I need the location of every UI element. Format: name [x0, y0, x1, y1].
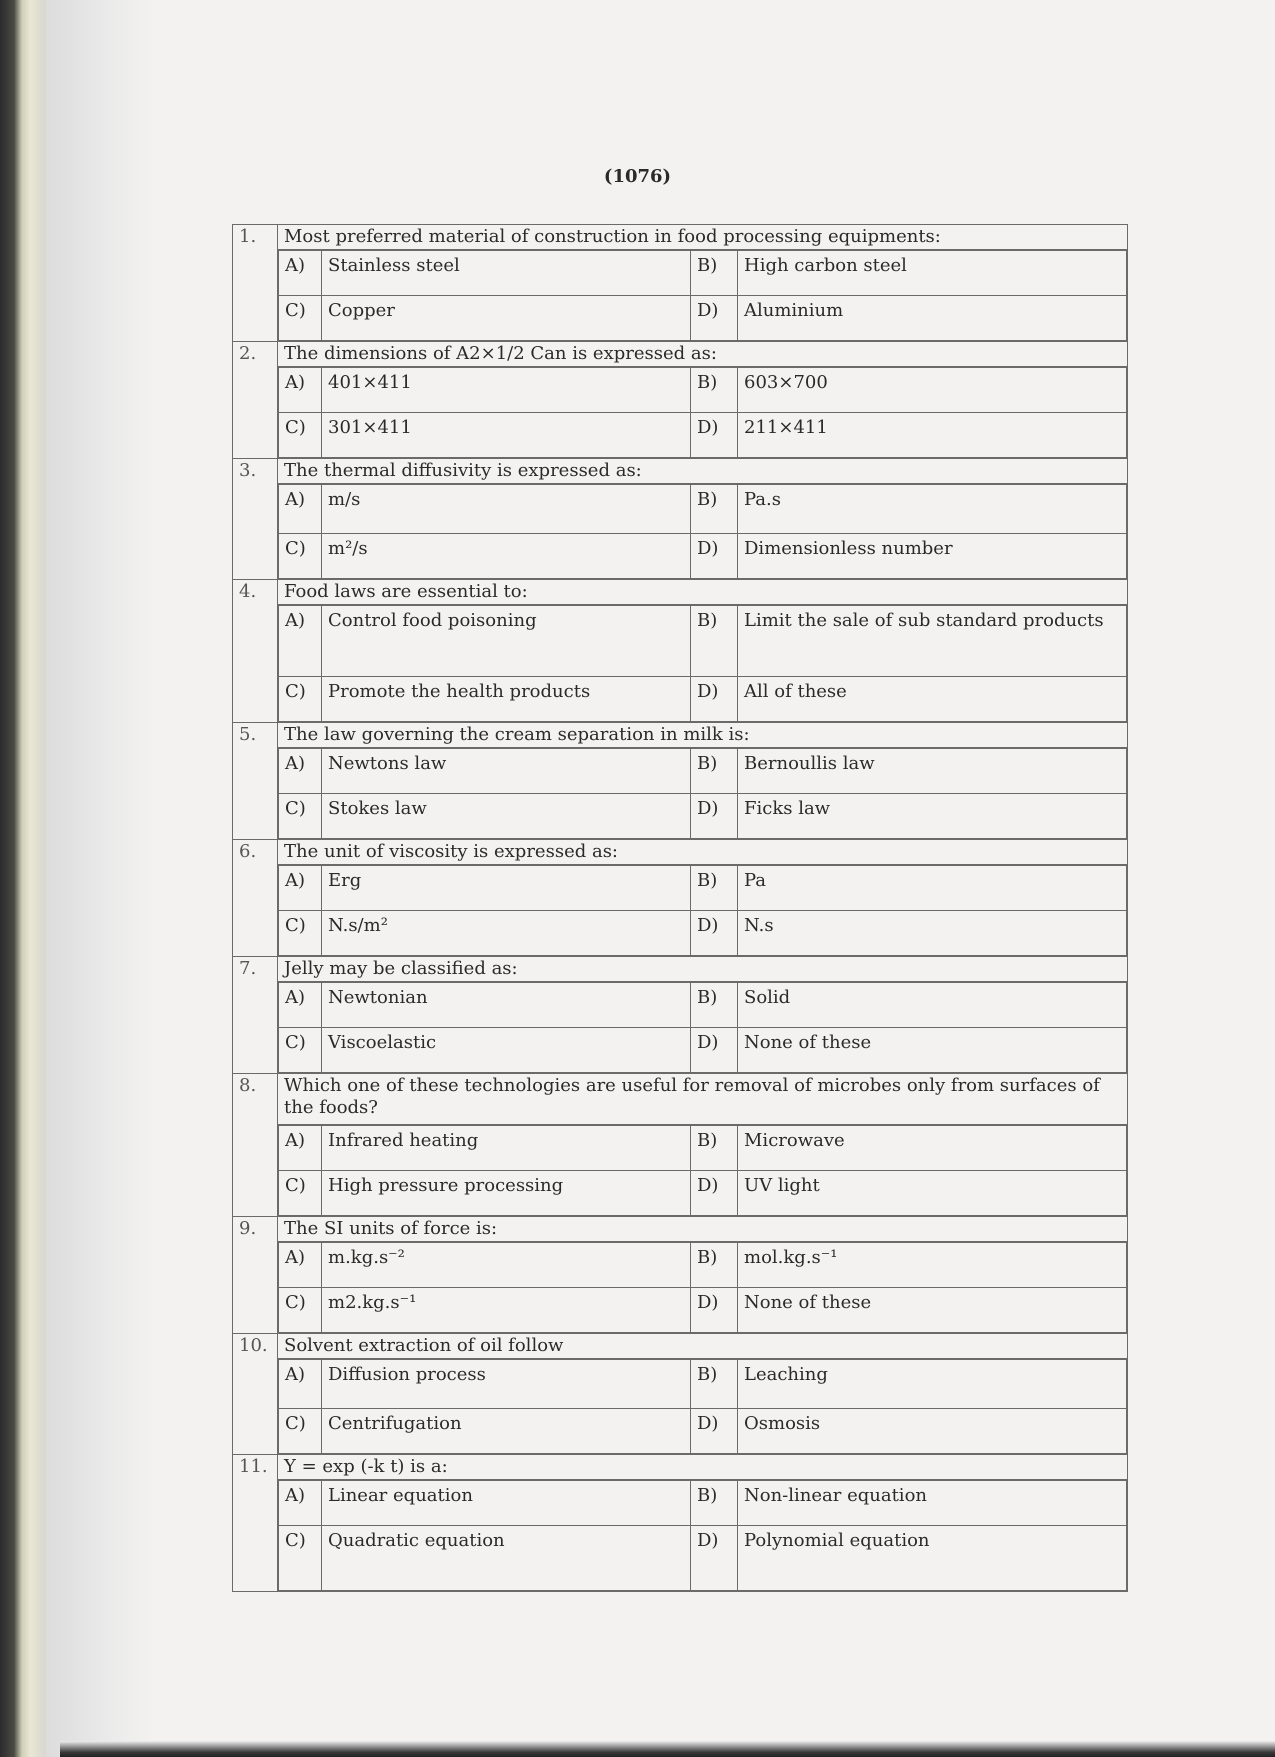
option-letter-b: B)	[691, 749, 738, 794]
option-letter-b: B)	[691, 251, 738, 296]
option-d-text: None of these	[738, 1028, 1127, 1073]
options-row	[233, 982, 1128, 1074]
option-letter-a: A)	[279, 983, 322, 1028]
question-row	[233, 342, 1128, 367]
question-row	[233, 723, 1128, 748]
question-number: 6.	[233, 840, 278, 957]
option-c-text: Quadratic equation	[322, 1526, 691, 1591]
question-text: Food laws are essential to:	[278, 580, 1128, 605]
option-letter-c: C)	[279, 677, 322, 722]
option-letter-b: B)	[691, 606, 738, 677]
option-letter-d: D)	[691, 911, 738, 956]
option-letter-b: B)	[691, 368, 738, 413]
question-number: 4.	[233, 580, 278, 723]
options-grid	[278, 748, 1127, 839]
option-b-text: Bernoullis law	[738, 749, 1127, 794]
question-text: The thermal diffusivity is expressed as:	[278, 459, 1128, 484]
option-letter-a: A)	[279, 749, 322, 794]
question-text: Y = exp (-k t) is a:	[278, 1455, 1128, 1480]
option-c-text: m²/s	[322, 534, 691, 579]
options-grid	[278, 1359, 1127, 1454]
option-letter-a: A)	[279, 251, 322, 296]
option-letter-c: C)	[279, 296, 322, 341]
option-d-text: Ficks law	[738, 794, 1127, 839]
option-letter-c: C)	[279, 1028, 322, 1073]
option-letter-a: A)	[279, 866, 322, 911]
options-grid	[278, 982, 1127, 1073]
option-c-text: 301×411	[322, 413, 691, 458]
option-b-text: Leaching	[738, 1360, 1127, 1409]
options-row	[233, 865, 1128, 957]
option-b-text: Limit the sale of sub standard products	[738, 606, 1127, 677]
option-letter-d: D)	[691, 1409, 738, 1454]
option-d-text: 211×411	[738, 413, 1127, 458]
question-row	[233, 1334, 1128, 1359]
question-number: 11.	[233, 1455, 278, 1592]
options-grid	[278, 1480, 1127, 1591]
options-row	[233, 605, 1128, 723]
option-a-text: Diffusion process	[322, 1360, 691, 1409]
question-row	[233, 1074, 1128, 1125]
question-number: 3.	[233, 459, 278, 580]
option-b-text: Non-linear equation	[738, 1481, 1127, 1526]
option-d-text: UV light	[738, 1171, 1127, 1216]
option-a-text: m/s	[322, 485, 691, 534]
options-row	[233, 367, 1128, 459]
option-letter-b: B)	[691, 866, 738, 911]
question-number: 1.	[233, 225, 278, 342]
option-letter-c: C)	[279, 1171, 322, 1216]
option-letter-a: A)	[279, 1481, 322, 1526]
question-text: The SI units of force is:	[278, 1217, 1128, 1242]
option-b-text: High carbon steel	[738, 251, 1127, 296]
option-b-text: Pa	[738, 866, 1127, 911]
option-letter-b: B)	[691, 1243, 738, 1288]
question-row	[233, 225, 1128, 250]
question-text: Jelly may be classified as:	[278, 957, 1128, 982]
option-letter-c: C)	[279, 413, 322, 458]
options-row	[233, 484, 1128, 580]
options-row	[233, 1242, 1128, 1334]
option-c-text: Copper	[322, 296, 691, 341]
question-row	[233, 957, 1128, 982]
question-text: The law governing the cream separation in milk is:	[278, 723, 1128, 748]
option-d-text: None of these	[738, 1288, 1127, 1333]
options-grid	[278, 1242, 1127, 1333]
options-row	[233, 1480, 1128, 1592]
option-letter-d: D)	[691, 1288, 738, 1333]
option-a-text: Control food poisoning	[322, 606, 691, 677]
options-grid	[278, 367, 1127, 458]
option-letter-d: D)	[691, 534, 738, 579]
option-a-text: Infrared heating	[322, 1126, 691, 1171]
option-a-text: Stainless steel	[322, 251, 691, 296]
question-row	[233, 840, 1128, 865]
option-a-text: m.kg.s⁻²	[322, 1243, 691, 1288]
option-a-text: Newtonian	[322, 983, 691, 1028]
option-d-text: Dimensionless number	[738, 534, 1127, 579]
options-grid	[278, 484, 1127, 579]
options-row	[233, 1125, 1128, 1217]
option-letter-a: A)	[279, 368, 322, 413]
option-letter-b: B)	[691, 1481, 738, 1526]
question-number: 5.	[233, 723, 278, 840]
option-letter-b: B)	[691, 1360, 738, 1409]
scan-bottom-edge	[60, 1741, 1275, 1757]
option-c-text: N.s/m²	[322, 911, 691, 956]
question-number: 10.	[233, 1334, 278, 1455]
question-number: 9.	[233, 1217, 278, 1334]
question-row	[233, 1455, 1128, 1480]
option-c-text: High pressure processing	[322, 1171, 691, 1216]
option-a-text: Newtons law	[322, 749, 691, 794]
question-row	[233, 580, 1128, 605]
question-number: 7.	[233, 957, 278, 1074]
question-text: The unit of viscosity is expressed as:	[278, 840, 1128, 865]
option-letter-c: C)	[279, 794, 322, 839]
question-text: Which one of these technologies are useful for removal of microbes only from surfaces of the foods?	[278, 1074, 1128, 1125]
option-b-text: Pa.s	[738, 485, 1127, 534]
option-letter-d: D)	[691, 296, 738, 341]
option-c-text: Centrifugation	[322, 1409, 691, 1454]
option-b-text: 603×700	[738, 368, 1127, 413]
option-a-text: Linear equation	[322, 1481, 691, 1526]
scan-binding-edge	[0, 0, 46, 1757]
question-text: Solvent extraction of oil follow	[278, 1334, 1128, 1359]
question-number: 2.	[233, 342, 278, 459]
option-b-text: Microwave	[738, 1126, 1127, 1171]
option-letter-a: A)	[279, 1243, 322, 1288]
option-letter-c: C)	[279, 1526, 322, 1591]
option-c-text: Viscoelastic	[322, 1028, 691, 1073]
option-c-text: Stokes law	[322, 794, 691, 839]
option-d-text: All of these	[738, 677, 1127, 722]
option-a-text: Erg	[322, 866, 691, 911]
option-letter-a: A)	[279, 606, 322, 677]
options-grid	[278, 250, 1127, 341]
question-row	[233, 459, 1128, 484]
options-row	[233, 250, 1128, 342]
option-letter-b: B)	[691, 1126, 738, 1171]
paper-code: (1076)	[603, 166, 672, 187]
page-shadow	[46, 0, 156, 1757]
option-b-text: Solid	[738, 983, 1127, 1028]
option-d-text: N.s	[738, 911, 1127, 956]
options-grid	[278, 605, 1127, 722]
option-d-text: Polynomial equation	[738, 1526, 1127, 1591]
option-letter-d: D)	[691, 1028, 738, 1073]
option-letter-a: A)	[279, 1126, 322, 1171]
option-d-text: Aluminium	[738, 296, 1127, 341]
option-c-text: m2.kg.s⁻¹	[322, 1288, 691, 1333]
option-b-text: mol.kg.s⁻¹	[738, 1243, 1127, 1288]
option-letter-d: D)	[691, 794, 738, 839]
option-letter-d: D)	[691, 677, 738, 722]
option-d-text: Osmosis	[738, 1409, 1127, 1454]
option-letter-d: D)	[691, 413, 738, 458]
option-c-text: Promote the health products	[322, 677, 691, 722]
options-row	[233, 748, 1128, 840]
options-grid	[278, 865, 1127, 956]
options-grid	[278, 1125, 1127, 1216]
option-letter-c: C)	[279, 534, 322, 579]
question-row	[233, 1217, 1128, 1242]
question-table	[232, 224, 1128, 1592]
option-letter-c: C)	[279, 1409, 322, 1454]
option-a-text: 401×411	[322, 368, 691, 413]
question-text: Most preferred material of construction in food processing equipments:	[278, 225, 1128, 250]
question-text: The dimensions of A2×1/2 Can is expressed as:	[278, 342, 1128, 367]
option-letter-c: C)	[279, 1288, 322, 1333]
option-letter-a: A)	[279, 485, 322, 534]
option-letter-c: C)	[279, 911, 322, 956]
option-letter-a: A)	[279, 1360, 322, 1409]
option-letter-b: B)	[691, 485, 738, 534]
options-row	[233, 1359, 1128, 1455]
option-letter-d: D)	[691, 1526, 738, 1591]
question-number: 8.	[233, 1074, 278, 1217]
option-letter-d: D)	[691, 1171, 738, 1216]
option-letter-b: B)	[691, 983, 738, 1028]
